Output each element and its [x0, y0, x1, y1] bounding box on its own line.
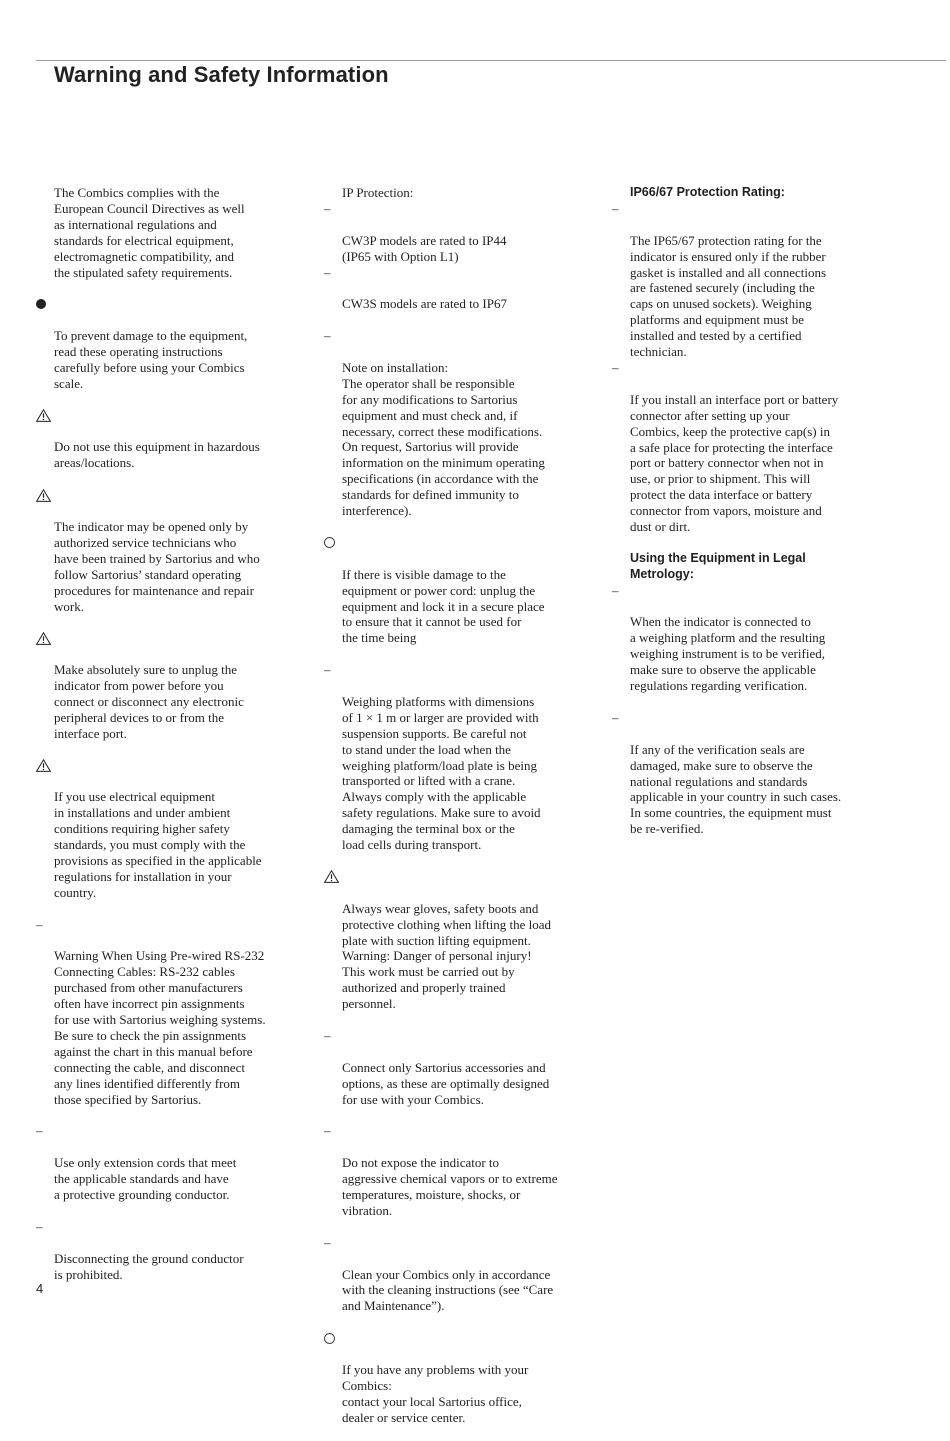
list-item-text: If there is visible damage to the equipment or power cord: unplug the equipment and lock it in a secure place to ensure that it cannot be used for the time being — [342, 566, 545, 646]
list-item — [54, 296, 300, 391]
list-item — [36, 1123, 300, 1203]
list-item — [342, 535, 592, 646]
list-item — [324, 662, 592, 853]
list-item-text: Note on installation: The operator shall be responsible for any modifications to Sartorius equipment and must check and, if necessary, correct these modifications. On request, Sartorius will provide information on the minimum operating specifications (in accordance with the standards for defined immunity to interference). — [342, 359, 545, 519]
column-1 — [36, 185, 300, 1298]
list-item-text: If you use electrical equipment in installations and under ambient conditions requiring higher safety standards, you must comply with the provisions as specified in the applicable regulations for installation in your country. — [54, 789, 262, 900]
list-item-text: When the indicator is connected to a weighing platform and the resulting weighing instrument is to be verified, make sure to observe the applicable regulations regarding verification. — [630, 614, 826, 694]
list-item-text: Do not use this equipment in hazardous areas/locations. — [54, 439, 260, 471]
list-item-text: If you install an interface port or battery connector after setting up your Combics, keep the protective cap(s) in a safe place for protecting the interface port or battery connector when not in use, or prior to shipment. This will protect the data interface or battery connector from vapors, moisture and dust or dirt. — [630, 391, 839, 535]
header-rule — [36, 60, 946, 61]
list-item — [324, 264, 592, 313]
warning-icon — [36, 758, 51, 774]
list-item — [612, 709, 880, 837]
dash-marker: – — [612, 360, 619, 376]
note-circle-icon — [324, 1330, 339, 1346]
dash-marker: – — [324, 1234, 331, 1250]
dash-marker: – — [324, 1028, 331, 1043]
list-item — [612, 200, 880, 360]
dash-marker: – — [612, 709, 619, 725]
list-item-text: Clean your Combics only in accordance with the cleaning instructions (see “Care and Maintenance”). — [342, 1266, 554, 1314]
dash-marker: – — [612, 582, 619, 598]
list-item-text: Weighing platforms with dimensions of 1 × 1 m or larger are provided with suspension supports. Be careful not to stand under the load when the weighing platform/load plate is being transported or lifted with a crane. Always comply with the applicable safety regulations. Make sure to avoid damaging the terminal box or the load cells during transport. — [342, 693, 541, 853]
list-item — [324, 1234, 592, 1315]
dash-marker: – — [324, 328, 331, 344]
list-item — [612, 582, 880, 694]
list-item — [324, 200, 592, 265]
bullet-icon — [36, 296, 51, 312]
list-item-text: Make absolutely sure to unplug the indicator from power before you connect or disconnect any electronic peripheral devices to or from the interface port. — [54, 662, 244, 741]
list-item — [54, 408, 300, 472]
list-item-text: Do not expose the indicator to aggressive chemical vapors or to extreme temperatures, moisture, shocks, or vibration. — [342, 1155, 558, 1218]
list-item-text: The indicator may be opened only by authorized service technicians who have been trained by Sartorius and who follow Sartorius’ standard operating procedures for maintenance and repair work. — [54, 518, 260, 614]
list-item — [36, 916, 300, 1108]
dash-marker: – — [612, 200, 619, 216]
dash-marker: – — [324, 200, 331, 216]
list-item — [342, 1330, 592, 1425]
list-item — [54, 487, 300, 614]
warning-icon — [36, 630, 51, 646]
note-circle-icon — [324, 535, 339, 551]
warning-icon — [36, 487, 51, 503]
intro-paragraph: The Combics complies with the European Council Directives as well as international regulations and standards for electrical equipment, electromagnetic compatibility, and the stipulated safety requirements. — [54, 185, 245, 280]
page-title: Warning and Safety Information — [54, 62, 389, 87]
dash-marker: – — [36, 1123, 43, 1139]
warning-icon — [324, 869, 339, 885]
list-item — [54, 758, 300, 901]
list-item-text: Disconnecting the ground conductor is prohibited. — [54, 1250, 244, 1282]
ip-protection-label: IP Protection: — [342, 185, 414, 200]
page-number: 4 — [36, 1281, 44, 1296]
list-item — [342, 869, 592, 1012]
list-item — [36, 1218, 300, 1283]
dash-marker: – — [36, 916, 43, 932]
list-item — [54, 630, 300, 741]
dash-marker: – — [324, 264, 331, 280]
list-item-text: Use only extension cords that meet the applicable standards and have a protective grounding conductor. — [54, 1155, 237, 1202]
list-item-text: CW3P models are rated to IP44 (IP65 with Option L1) — [342, 232, 507, 264]
list-item — [612, 360, 880, 535]
list-item — [324, 1028, 592, 1108]
section-heading-legal-metrology: Using the Equipment in Legal Metrology: — [630, 550, 806, 581]
list-item-text: If any of the verification seals are damaged, make sure to observe the national regulations and standards applicable in your country in such cases. In some countries, the equipment must be re-verified. — [630, 741, 842, 837]
column-2 — [324, 185, 592, 1441]
section-heading-ip-rating: IP66/67 Protection Rating: — [630, 185, 785, 199]
list-item-text: To prevent damage to the equipment, read these operating instructions carefully before using your Combics scale. — [54, 328, 248, 391]
list-item-text: Always wear gloves, safety boots and protective clothing when lifting the load plate with suction lifting equipment. Warning: Danger of personal injury! This work must be carried out by authorized and properly trained personnel. — [342, 900, 552, 1012]
list-item-text: Connect only Sartorius accessories and options, as these are optimally designed for use with your Combics. — [342, 1059, 550, 1107]
list-item — [324, 328, 592, 519]
list-item-text: Warning When Using Pre-wired RS-232 Connecting Cables: RS-232 cables purchased from other manufacturers often have incorrect pin assignments for use with Sartorius weighing systems. Be sure to check the pin assignments against the chart in this manual before connecting the cable, and disconnect any lines identified differently from those specified by Sartorius. — [54, 948, 266, 1107]
list-item-text: The IP65/67 protection rating for the indicator is ensured only if the rubber gasket is installed and all connections are fastened securely (including the caps on unused sockets). Weighing platforms and equipment must be installed and tested by a certified technician. — [630, 232, 827, 360]
list-item-text: If you have any problems with your Combics: contact your local Sartorius office, dealer or service center. — [342, 1361, 529, 1425]
list-item-text: CW3S models are rated to IP67 — [342, 296, 507, 312]
dash-marker: – — [324, 662, 331, 678]
warning-icon — [36, 408, 51, 424]
list-item — [324, 1123, 592, 1218]
dash-marker: – — [324, 1123, 331, 1139]
column-3 — [612, 185, 880, 853]
dash-marker: – — [36, 1218, 43, 1234]
